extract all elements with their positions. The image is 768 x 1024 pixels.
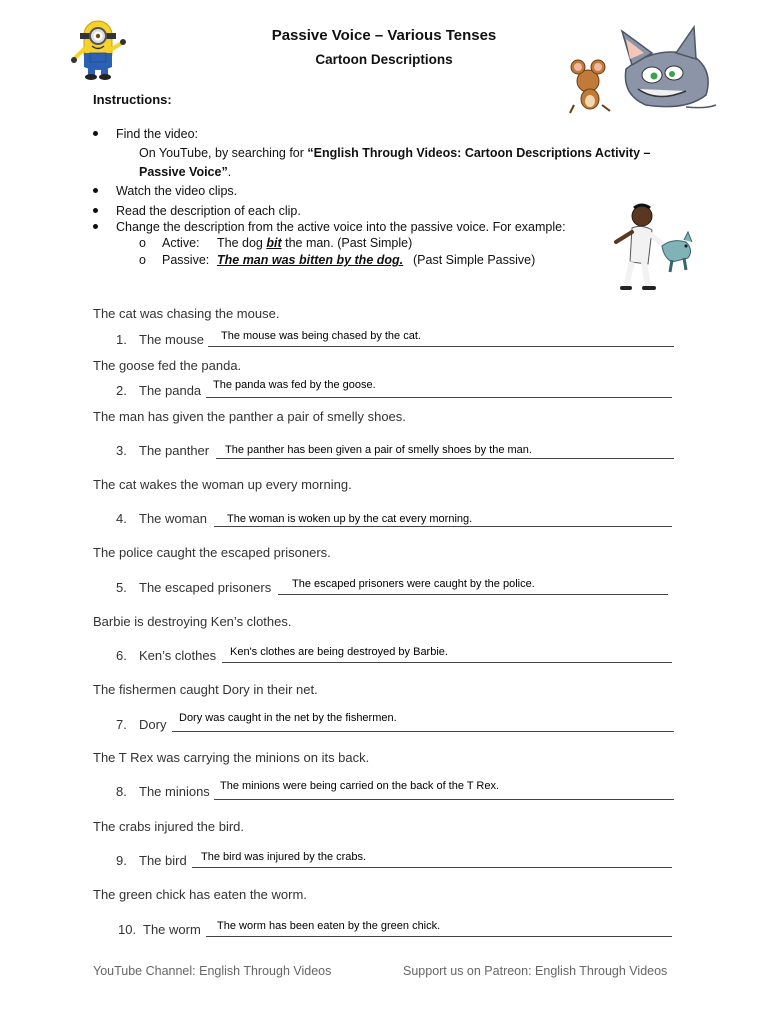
exercise-prompt: The minions <box>139 784 210 799</box>
instruction-read: Read the description of each clip. <box>116 204 301 218</box>
exercise-sentence: The cat wakes the woman up every morning. <box>93 477 352 492</box>
exercise-sentence: The crabs injured the bird. <box>93 819 245 834</box>
exercise-number: 2. <box>116 383 127 398</box>
bullet <box>93 224 98 229</box>
instruction-search-cont: Passive Voice”. <box>139 165 232 179</box>
answer-text: The woman is woken up by the cat every morning. <box>227 513 473 525</box>
search-term-cont: Passive Voice” <box>139 165 228 179</box>
search-term: “English Through Videos: Cartoon Descriptions Activity – <box>307 146 651 160</box>
answer-text: The worm has been eaten by the green chick. <box>217 920 441 932</box>
page-subtitle: Cartoon Descriptions <box>315 52 453 67</box>
dog-biting-man-illustration <box>608 202 698 296</box>
exercise-number: 1. <box>116 332 127 347</box>
exercise-number: 9. <box>116 853 127 868</box>
answer-text: Dory was caught in the net by the fishermen. <box>179 712 397 724</box>
passive-label: Passive: <box>162 253 210 267</box>
active-example: The dog bit the man. (Past Simple) <box>217 236 413 250</box>
answer-text: Ken's clothes are being destroyed by Barbie. <box>230 646 448 658</box>
answer-text: The panda was fed by the goose. <box>213 379 376 391</box>
exercise-sentence: The goose fed the panda. <box>93 358 242 373</box>
instruction-change: Change the description from the active voice into the passive voice. For example: <box>116 220 566 234</box>
exercise-prompt: Ken’s clothes <box>139 648 217 663</box>
exercise-number: 8. <box>116 784 127 799</box>
exercise-sentence: The cat was chasing the mouse. <box>93 306 280 321</box>
instruction-find-video: Find the video: <box>116 127 198 141</box>
sub-bullet: o <box>139 236 146 250</box>
exercise-number: 7. <box>116 717 127 732</box>
exercise-prompt: Dory <box>139 717 167 732</box>
sub-bullet: o <box>139 253 146 267</box>
bullet <box>93 208 98 213</box>
exercise-number: 10. <box>118 922 137 937</box>
instruction-watch: Watch the video clips. <box>116 184 238 198</box>
answer-text: The escaped prisoners were caught by the police. <box>292 578 535 590</box>
answer-text: The minions were being carried on the back of the T Rex. <box>220 780 500 792</box>
tom-and-jerry-illustration <box>566 25 718 117</box>
answer-text: The bird was injured by the crabs. <box>201 851 367 863</box>
footer-youtube: YouTube Channel: English Through Videos <box>93 964 332 978</box>
active-verb: bit <box>266 236 282 250</box>
passive-example: The man was bitten by the dog. <box>217 253 404 267</box>
bullet <box>93 131 98 136</box>
exercise-sentence: The police caught the escaped prisoners. <box>93 545 331 560</box>
exercise-prompt: The panda <box>139 383 202 398</box>
exercise-number: 3. <box>116 443 127 458</box>
exercise-number: 4. <box>116 511 127 526</box>
exercise-sentence: The green chick has eaten the worm. <box>93 887 307 902</box>
minion-illustration <box>66 15 130 83</box>
passive-note: (Past Simple Passive) <box>413 253 536 267</box>
instruction-search: On YouTube, by searching for “English Through Videos: Cartoon Descriptions Activity – <box>139 146 651 160</box>
footer-patreon: Support us on Patreon: English Through Videos <box>403 964 668 978</box>
exercise-sentence: The T Rex was carrying the minions on its back. <box>93 750 370 765</box>
answer-text: The panther has been given a pair of smelly shoes by the man. <box>225 444 532 456</box>
exercise-sentence: Barbie is destroying Ken’s clothes. <box>93 614 292 629</box>
exercise-number: 5. <box>116 580 127 595</box>
exercise-prompt: The worm <box>143 922 201 937</box>
exercise-prompt: The mouse <box>139 332 205 347</box>
page-title: Passive Voice – Various Tenses <box>271 27 497 44</box>
exercise-number: 6. <box>116 648 127 663</box>
exercise-sentence: The fishermen caught Dory in their net. <box>93 682 318 697</box>
bullet <box>93 188 98 193</box>
active-label: Active: <box>162 236 200 250</box>
instructions-label: Instructions: <box>93 92 172 107</box>
answer-text: The mouse was being chased by the cat. <box>221 330 421 342</box>
exercise-prompt: The escaped prisoners <box>139 580 272 595</box>
exercise-prompt: The panther <box>139 443 210 458</box>
exercise-prompt: The bird <box>139 853 187 868</box>
exercise-prompt: The woman <box>139 511 207 526</box>
exercise-sentence: The man has given the panther a pair of smelly shoes. <box>93 409 406 424</box>
